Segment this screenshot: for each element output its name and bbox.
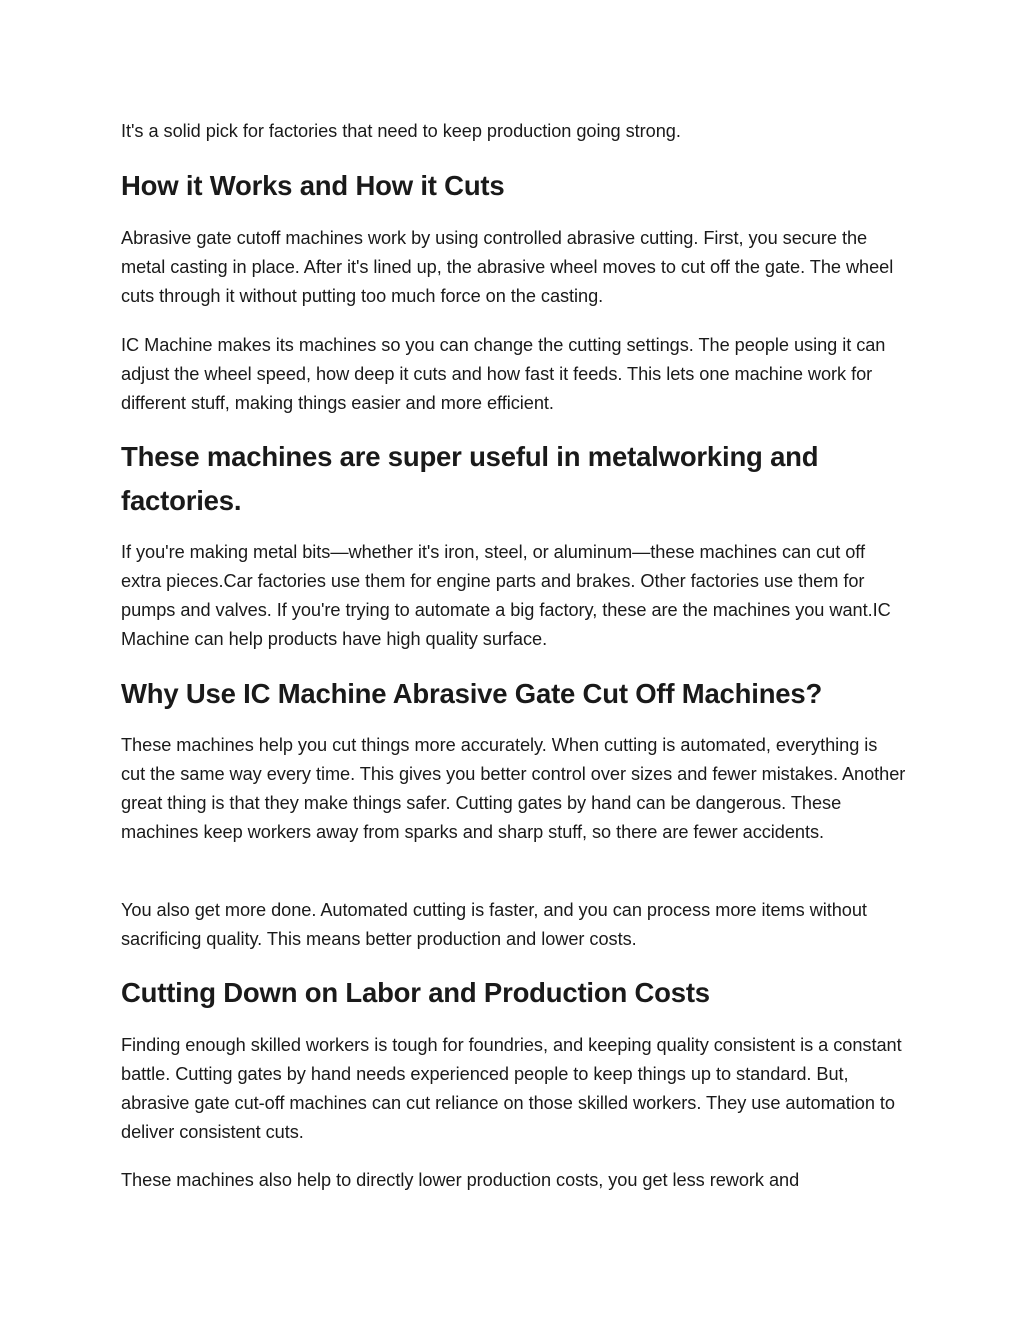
section-paragraph: Finding enough skilled workers is tough for foundries, and keeping quality consistent is a constant battle. Cutting gates by hand needs experienced people to keep things up to standard. But, abrasive gate cut-off machines can cut reliance on those skilled workers. They use automation to deliver consistent cuts. (121, 1035, 902, 1142)
section-heading-how-it-works: How it Works and How it Cuts (121, 170, 505, 201)
section-paragraph: These machines also help to directly lower production costs, you get less rework and (121, 1170, 800, 1190)
section-paragraph: Abrasive gate cutoff machines work by using controlled abrasive cutting. First, you secure the metal casting in place. After it's lined up, the abrasive wheel moves to cut off the gate. The wheel cuts through it without putting too much force on the casting. (121, 228, 894, 306)
section-heading-metalworking: These machines are super useful in metalworking and factories. (121, 441, 819, 516)
section-paragraph: You also get more done. Automated cutting is faster, and you can process more items without sacrificing quality. This means better production and lower costs. (121, 900, 867, 949)
section-heading-why-use: Why Use IC Machine Abrasive Gate Cut Off Machines? (121, 678, 823, 709)
intro-paragraph: It's a solid pick for factories that need to keep production going strong. (121, 121, 681, 141)
section-heading-labor-costs: Cutting Down on Labor and Production Costs (121, 977, 710, 1008)
section-paragraph: IC Machine makes its machines so you can change the cutting settings. The people using it can adjust the wheel speed, how deep it cuts and how fast it feeds. This lets one machine work for different stuff, making things easier and more efficient. (121, 335, 886, 413)
section-paragraph: These machines help you cut things more accurately. When cutting is automated, everything is cut the same way every time. This gives you better control over sizes and fewer mistakes. Another great thing is that they make things safer. Cutting gates by hand can be dangerous. These machines keep workers away from sparks and sharp stuff, so there are fewer accidents. (121, 735, 906, 842)
section-paragraph: If you're making metal bits—whether it's iron, steel, or aluminum—these machines can cut off extra pieces.Car factories use them for engine parts and brakes. Other factories use them for pumps and valves. If you're trying to automate a big factory, these are the machines you want.IC Machine can help products have high quality surface. (121, 542, 891, 649)
